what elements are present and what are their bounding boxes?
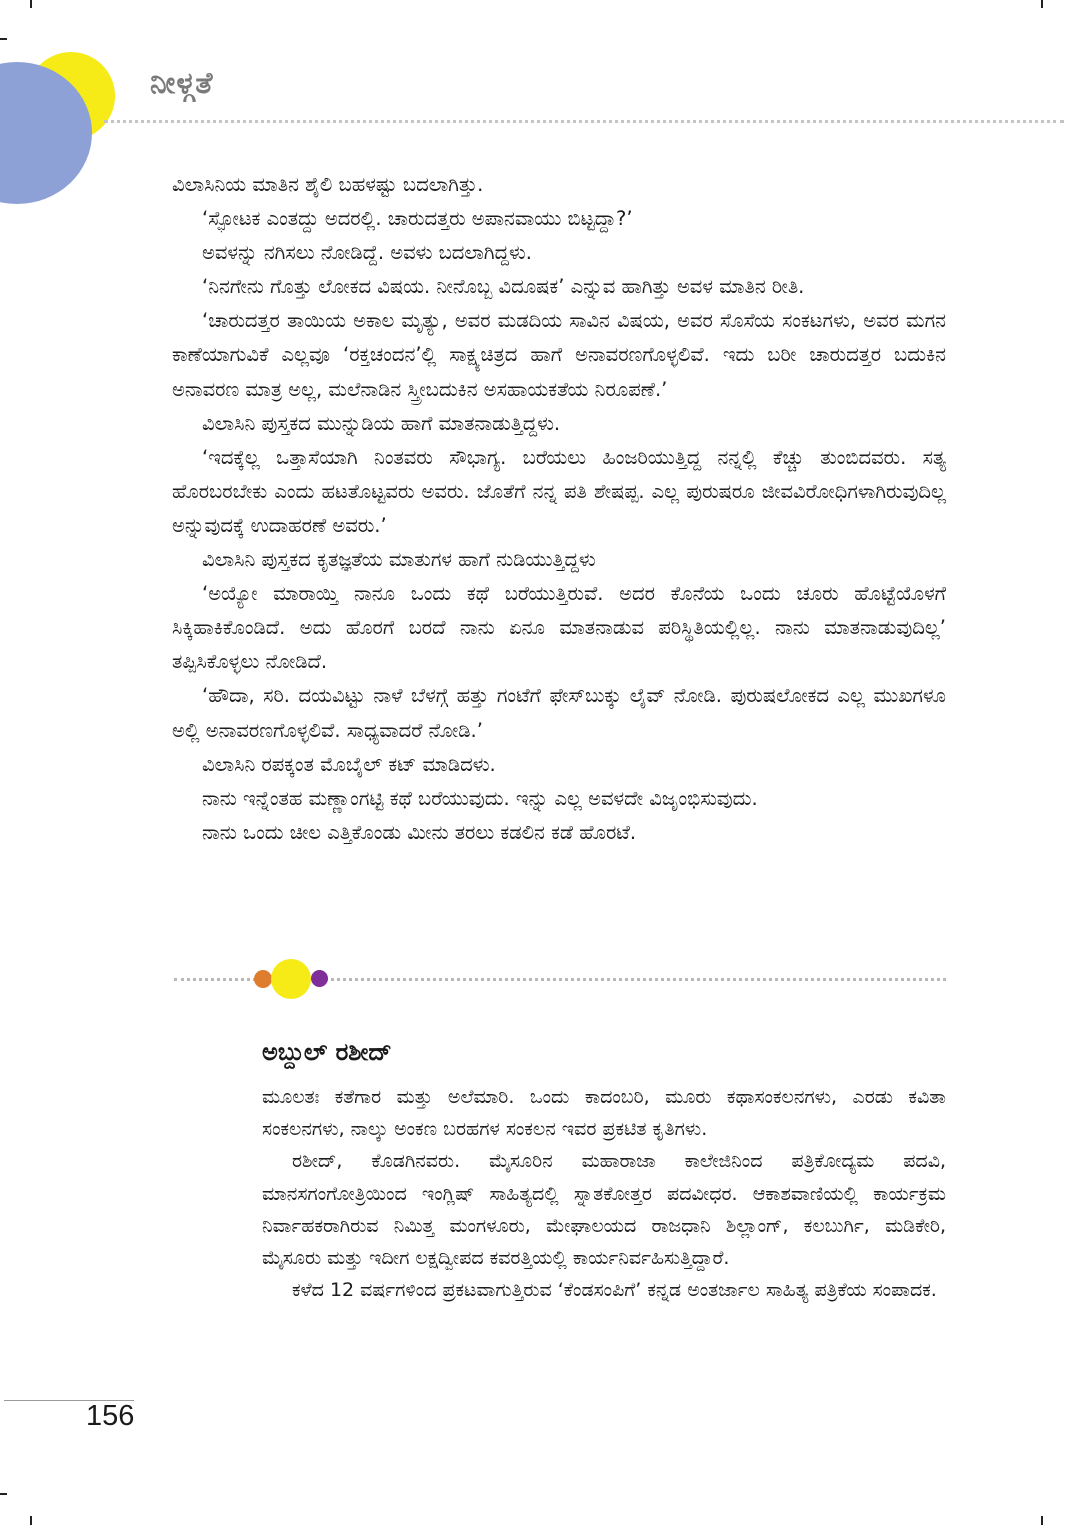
story-paragraph: ವಿಲಾಸಿನಿಯ ಮಾತಿನ ಶೈಲಿ ಬಹಳಷ್ಟು ಬದಲಾಗಿತ್ತು. bbox=[172, 173, 484, 196]
story-paragraph: ‘ನಿನಗೇನು ಗೊತ್ತು ಲೋಕದ ವಿಷಯ. ನೀನೊಬ್ಬ ವಿದೂಷಕ’ ಎನ್ನುವ ಹಾಗಿತ್ತು ಅವಳ ಮಾತಿನ ರೀತಿ. bbox=[202, 275, 805, 299]
story-paragraph: ವಿಲಾಸಿನಿ ರಪಕ್ಕಂತ ಮೊಬೈಲ್ ಕಟ್ ಮಾಡಿದಳು. bbox=[202, 752, 496, 776]
crop-mark bbox=[30, 0, 32, 8]
crop-mark bbox=[1041, 0, 1043, 8]
crop-mark bbox=[0, 1493, 7, 1495]
bio-paragraph: ಕಳೆದ 12 ವರ್ಷಗಳಿಂದ ಪ್ರಕಟವಾಗುತ್ತಿರುವ ‘ಕೆಂಡಸಂಪಿಗೆ’ ಕನ್ನಡ ಅಂತರ್ಜಾಲ ಸಾಹಿತ್ಯ ಪತ್ರಿಕೆಯ ಸಂಪಾದಕ. bbox=[292, 1279, 937, 1302]
author-bio bbox=[262, 1081, 946, 1306]
crop-mark bbox=[30, 1516, 32, 1525]
crop-mark bbox=[1041, 1516, 1043, 1525]
header-dotted-rule bbox=[104, 120, 1064, 123]
story-paragraph: ವಿಲಾಸಿನಿ ಪುಸ್ತಕದ ಕೃತಜ್ಞತೆಯ ಮಾತುಗಳ ಹಾಗೆ ನುಡಿಯುತ್ತಿದ್ದಳು bbox=[202, 548, 596, 572]
separator-yellow-dot bbox=[271, 959, 311, 999]
separator-orange-dot bbox=[254, 970, 272, 988]
author-name: ಅಬ್ದುಲ್ ರಶೀದ್ bbox=[262, 1038, 392, 1066]
running-title: ನೀಳ್ಗತೆ bbox=[150, 66, 214, 101]
crop-mark bbox=[0, 38, 7, 40]
story-paragraph: ‘ಸ್ಫೋಟಕ ಎಂತದ್ದು ಅದರಲ್ಲಿ. ಚಾರುದತ್ತರು ಅಪಾನವಾಯು ಬಿಟ್ಟದ್ದಾ?’ bbox=[202, 207, 633, 231]
story-paragraph: ವಿಲಾಸಿನಿ ಪುಸ್ತಕದ ಮುನ್ನುಡಿಯ ಹಾಗೆ ಮಾತನಾಡುತ್ತಿದ್ದಳು. bbox=[202, 411, 561, 435]
story-paragraph: ‘ಇದಕ್ಕೆಲ್ಲ ಒತ್ತಾಸೆಯಾಗಿ ನಿಂತವರು ಸೌಭಾಗ್ಯ. ಬರೆಯಲು ಹಿಂಜರಿಯುತ್ತಿದ್ದ ನನ್ನಲ್ಲಿ ಕೆಚ್ಚು ತುಂಬಿದವರು. ಸತ್ಯ ಹೊರಬರಬೇಕು ಎಂದು ಹಟತೊಟ್ಟವರು ಅವರು. ಜೊತೆಗೆ ನನ್ನ ಪತಿ ಶೇಷಪ್ಪ. ಎಲ್ಲ ಪುರುಷರೂ ಜೀವವಿರೋಧಿಗಳಾಗಿರುವುದಿಲ್ಲ ಅನ್ನುವುದಕ್ಕೆ ಉದಾಹರಣೆ ಅವರು.’ bbox=[172, 445, 946, 537]
separator-purple-dot bbox=[311, 970, 328, 987]
story-paragraph: ‘ಅಯ್ಯೋ ಮಾರಾಯ್ತಿ ನಾನೂ ಒಂದು ಕಥೆ ಬರೆಯುತ್ತಿರುವೆ. ಅದರ ಕೊನೆಯ ಒಂದು ಚೂರು ಹೊಟ್ಟೆಯೊಳಗೆ ಸಿಕ್ಕಿಹಾಕಿಕೊಂಡಿದೆ. ಅದು ಹೊರಗೆ ಬರದೆ ನಾನು ಏನೂ ಮಾತನಾಡುವ ಪರಿಸ್ಥಿತಿಯಲ್ಲಿಲ್ಲ. ನಾನು ಮಾತನಾಡುವುದಿಲ್ಲ’ ತಪ್ಪಿಸಿಕೊಳ್ಳಲು ನೋಡಿದೆ. bbox=[172, 582, 946, 674]
bio-paragraph: ರಶೀದ್, ಕೊಡಗಿನವರು. ಮೈಸೂರಿನ ಮಹಾರಾಜಾ ಕಾಲೇಜಿನಿಂದ ಪತ್ರಿಕೋದ್ಯಮ ಪದವಿ, ಮಾನಸಗಂಗೋತ್ರಿಯಿಂದ ಇಂಗ್ಲಿಷ್ ಸಾಹಿತ್ಯದಲ್ಲಿ ಸ್ನಾತಕೋತ್ತರ ಪದವೀಧರ. ಆಕಾಶವಾಣಿಯಲ್ಲಿ ಕಾರ್ಯಕ್ರಮ ನಿರ್ವಾಹಕರಾಗಿರುವ ನಿಮಿತ್ತ ಮಂಗಳೂರು, ಮೇಘಾಲಯದ ರಾಜಧಾನಿ ಶಿಲ್ಲಾಂಗ್, ಕಲಬುರ್ಗಿ, ಮಡಿಕೇರಿ, ಮೈಸೂರು ಮತ್ತು ಇದೀಗ ಲಕ್ಷದ್ವೀಪದ ಕವರತ್ತಿಯಲ್ಲಿ ಕಾರ್ಯನಿರ್ವಹಿಸುತ್ತಿದ್ದಾರೆ. bbox=[262, 1150, 946, 1270]
story-paragraph: ನಾನು ಒಂದು ಚೀಲ ಎತ್ತಿಕೊಂಡು ಮೀನು ತರಲು ಕಡಲಿನ ಕಡೆ ಹೊರಟೆ. bbox=[202, 820, 637, 844]
story-body bbox=[172, 168, 946, 850]
story-paragraph: ನಾನು ಇನ್ನೆಂತಹ ಮಣ್ಣಾಂಗಟ್ಟಿ ಕಥೆ ಬರೆಯುವುದು. ಇನ್ನು ಎಲ್ಲ ಅವಳದೇ ವಿಜೃಂಭಿಸುವುದು. bbox=[202, 786, 758, 810]
bio-paragraph: ಮೂಲತಃ ಕತೆಗಾರ ಮತ್ತು ಅಲೆಮಾರಿ. ಒಂದು ಕಾದಂಬರಿ, ಮೂರು ಕಥಾಸಂಕಲನಗಳು, ಎರಡು ಕವಿತಾ ಸಂಕಲನಗಳು, ನಾಲ್ಕು ಅಂಕಣ ಬರಹಗಳ ಸಂಕಲನ ಇವರ ಪ್ರಕಟಿತ ಕೃತಿಗಳು. bbox=[262, 1086, 946, 1141]
story-paragraph: ‘ಹೌದಾ, ಸರಿ. ದಯವಿಟ್ಟು ನಾಳೆ ಬೆಳಗ್ಗೆ ಹತ್ತು ಗಂಟೆಗೆ ಫೇಸ್‌ಬುಕ್ಕು ಲೈವ್ ನೋಡಿ. ಪುರುಷಲೋಕದ ಎಲ್ಲ ಮುಖಗಳೂ ಅಲ್ಲಿ ಅನಾವರಣಗೊಳ್ಳಲಿವೆ. ಸಾಧ್ಯವಾದರೆ ನೋಡಿ.’ bbox=[172, 684, 946, 742]
story-paragraph: ಅವಳನ್ನು ನಗಿಸಲು ನೋಡಿದ್ದೆ. ಅವಳು ಬದಲಾಗಿದ್ದಳು. bbox=[202, 241, 532, 265]
page-number: 156 bbox=[86, 1400, 135, 1432]
story-paragraph: ‘ಚಾರುದತ್ತರ ತಾಯಿಯ ಅಕಾಲ ಮೃತ್ಯು, ಅವರ ಮಡದಿಯ ಸಾವಿನ ವಿಷಯ, ಅವರ ಸೊಸೆಯ ಸಂಕಟಗಳು, ಅವರ ಮಗನ ಕಾಣೆಯಾಗುವಿಕೆ ಎಲ್ಲವೂ ‘ರಕ್ತಚಂದನ’ಲ್ಲಿ ಸಾಕ್ಷ್ಯಚಿತ್ರದ ಹಾಗೆ ಅನಾವರಣಗೊಳ್ಳಲಿವೆ. ಇದು ಬರೀ ಚಾರುದತ್ತರ ಬದುಕಿನ ಅನಾವರಣ ಮಾತ್ರ ಅಲ್ಲ, ಮಲೆನಾಡಿನ ಸ್ತ್ರೀಬದುಕಿನ ಅಸಹಾಯಕತೆಯ ನಿರೂಪಣೆ.’ bbox=[172, 309, 946, 401]
